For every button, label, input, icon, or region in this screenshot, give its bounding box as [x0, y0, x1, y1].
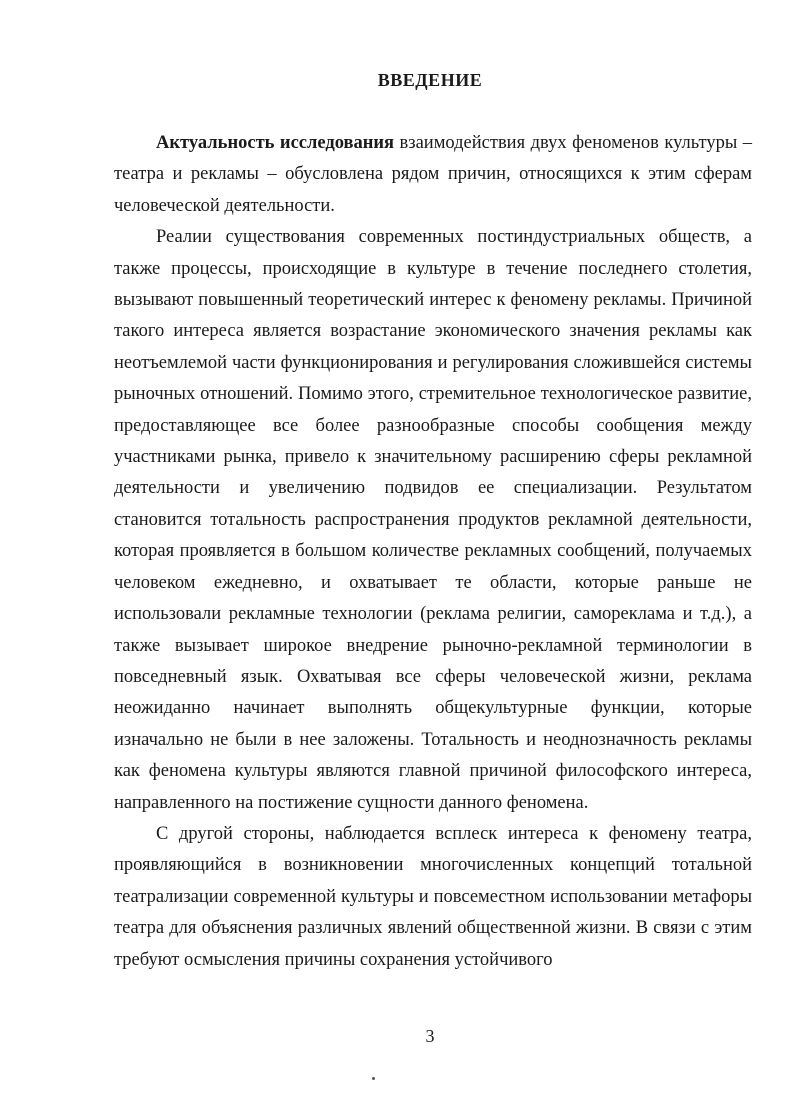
page-title: ВВЕДЕНИЕ [377, 70, 483, 90]
body-text [114, 128, 752, 976]
scan-speck [372, 1077, 375, 1080]
paragraph-text: взаимодействия двух феноменов культуры – театра и рекламы – обусловлена рядом причин, относящихся к этим сферам человеческой деятельности. [114, 133, 752, 216]
paragraph-theatre [114, 819, 752, 976]
paragraph-relevance [114, 128, 752, 222]
paragraph-lead-bold: Актуальность исследования [156, 133, 395, 153]
page-number: 3 [425, 1026, 435, 1046]
paragraph-advertising [114, 222, 752, 819]
paragraph-text: С другой стороны, наблюдается всплеск интереса к феномену театра, проявляющийся в возникновении многочисленных концепций тотальной театрализации современной культуры и повсеместном использовании метафоры театра для объяснения различных явлений общественной жизни. В связи с этим требуют осмысления причины сохранения устойчивого [114, 823, 752, 970]
paragraph-text: Реалии существования современных постиндустриальных обществ, а также процессы, происходящие в культуре в течение последнего столетия, вызывают повышенный теоретический интерес к феномену рекламы. Причиной такого интереса является возрастание экономического значения рекламы как неотъемлемой части функционирования и регулирования сложившейся системы рыночных отношений. Помимо этого, стремительное технологическое развитие, предоставляющее все более разнообразные способы сообщения между участниками рынка, привело к значительному расширению сферы рекламной деятельности и увеличению подвидов ее специализации. Результатом становится тотальность распространения продуктов рекламной деятельности, которая проявляется в большом количестве рекламных сообщений, получаемых человеком ежедневно, и охватывает те области, которые раньше не использовали рекламные технологии (реклама религии, самореклама и т.д.), а также вызывает широкое внедрение рыночно-рекламной терминологии в повседневный язык. Охватывая все сферы человеческой жизни, реклама неожиданно начинает выполнять общекультурные функции, которые изначально не были в нее заложены. Тотальность и неоднозначность рекламы как феномена культуры являются главной причиной философского интереса, направленного на постижение сущности данного феномена. [114, 227, 752, 813]
